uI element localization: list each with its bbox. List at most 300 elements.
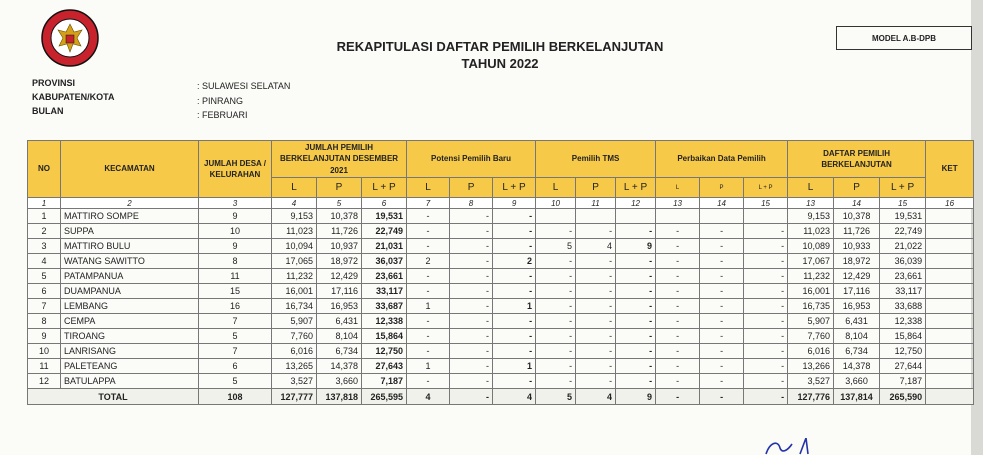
header-kecamatan: KECAMATAN: [61, 141, 199, 198]
cell-dpb-p: 6,431: [834, 314, 880, 329]
cell-pb-l: -: [656, 329, 700, 344]
cell-tms-lp: -: [616, 224, 656, 239]
table-row: [28, 284, 974, 299]
cell-kec: WATANG SAWITTO: [61, 254, 199, 269]
cell-tms-l: 5: [536, 239, 576, 254]
cell-kec: MATTIRO SOMPE: [61, 209, 199, 224]
cell-no: 11: [28, 359, 61, 374]
cell-pb-p: -: [700, 299, 744, 314]
total-pb-p: -: [700, 389, 744, 405]
cell-dpb-lp: 33,688: [880, 299, 926, 314]
cell-dpb-lp: 36,039: [880, 254, 926, 269]
cell-pb-p: [700, 209, 744, 224]
cell-tms-lp: -: [616, 284, 656, 299]
cell-tms-p: 4: [576, 239, 616, 254]
cell-lp: 7,187: [362, 374, 407, 389]
cell-ket: [926, 314, 974, 329]
cell-dpb-lp: 7,187: [880, 374, 926, 389]
cell-pot-p: -: [450, 284, 493, 299]
header-no: NO: [28, 141, 61, 198]
cell-tms-l: -: [536, 269, 576, 284]
cell-tms-lp: 9: [616, 239, 656, 254]
cell-pot-l: 1: [407, 359, 450, 374]
total-pb-l: -: [656, 389, 700, 405]
cell-pb-p: -: [700, 374, 744, 389]
cell-pb-lp: -: [744, 299, 788, 314]
cell-pot-p: -: [450, 359, 493, 374]
table-row: [28, 299, 974, 314]
cell-lp: 19,531: [362, 209, 407, 224]
cell-l: 7,760: [272, 329, 317, 344]
cell-no: 6: [28, 284, 61, 299]
cell-pb-lp: [744, 209, 788, 224]
cell-desa: 5: [199, 374, 272, 389]
subheader-lp: L + P: [493, 178, 536, 198]
table-row: [28, 224, 974, 239]
cell-tms-lp: -: [616, 299, 656, 314]
column-number: 15: [880, 198, 926, 209]
cell-pot-l: -: [407, 344, 450, 359]
cell-kec: PALETEANG: [61, 359, 199, 374]
cell-dpb-lp: 33,117: [880, 284, 926, 299]
cell-lp: 22,749: [362, 224, 407, 239]
cell-desa: 11: [199, 269, 272, 284]
cell-p: 16,953: [317, 299, 362, 314]
cell-no: 10: [28, 344, 61, 359]
total-l: 127,777: [272, 389, 317, 405]
cell-tms-lp: -: [616, 344, 656, 359]
cell-dpb-lp: 19,531: [880, 209, 926, 224]
info-value-bulan: : FEBRUARI: [197, 110, 248, 120]
total-p: 137,818: [317, 389, 362, 405]
cell-tms-p: -: [576, 299, 616, 314]
cell-dpb-lp: 23,661: [880, 269, 926, 284]
cell-tms-p: -: [576, 269, 616, 284]
cell-pot-lp: -: [493, 374, 536, 389]
cell-lp: 23,661: [362, 269, 407, 284]
cell-desa: 16: [199, 299, 272, 314]
total-row: [28, 389, 974, 405]
cell-pot-p: -: [450, 344, 493, 359]
cell-ket: [926, 329, 974, 344]
header-ket: KET: [926, 141, 974, 198]
cell-tms-lp: -: [616, 314, 656, 329]
cell-dpb-l: 11,023: [788, 224, 834, 239]
cell-kec: DUAMPANUA: [61, 284, 199, 299]
cell-ket: [926, 239, 974, 254]
cell-p: 18,972: [317, 254, 362, 269]
cell-pot-p: -: [450, 374, 493, 389]
header-jumlah-pemilih: JUMLAH PEMILIH BERKELANJUTAN DESEMBER 2021: [272, 141, 407, 178]
cell-no: 5: [28, 269, 61, 284]
cell-dpb-l: 3,527: [788, 374, 834, 389]
table-row: [28, 209, 974, 224]
cell-pot-l: -: [407, 209, 450, 224]
cell-pot-lp: -: [493, 314, 536, 329]
cell-kec: BATULAPPA: [61, 374, 199, 389]
cell-pb-p: -: [700, 314, 744, 329]
header-daftar-pemilih: DAFTAR PEMILIH BERKELANJUTAN: [788, 141, 926, 178]
cell-tms-lp: -: [616, 374, 656, 389]
cell-pb-lp: -: [744, 254, 788, 269]
cell-desa: 7: [199, 314, 272, 329]
column-number: 8: [450, 198, 493, 209]
table-row: [28, 239, 974, 254]
column-number: 14: [834, 198, 880, 209]
cell-tms-p: -: [576, 359, 616, 374]
column-number: 16: [926, 198, 974, 209]
cell-kec: LANRISANG: [61, 344, 199, 359]
cell-pb-p: -: [700, 359, 744, 374]
report-title: REKAPITULASI DAFTAR PEMILIH BERKELANJUTAN: [336, 39, 664, 54]
cell-pb-p: -: [700, 254, 744, 269]
cell-tms-p: -: [576, 344, 616, 359]
total-tms-p: 4: [576, 389, 616, 405]
cell-desa: 8: [199, 254, 272, 269]
cell-pot-p: -: [450, 329, 493, 344]
cell-l: 17,065: [272, 254, 317, 269]
info-label-kabupaten: KABUPATEN/KOTA: [32, 92, 115, 102]
cell-no: 12: [28, 374, 61, 389]
total-pot-lp: 4: [493, 389, 536, 405]
cell-p: 17,116: [317, 284, 362, 299]
cell-pb-l: [656, 209, 700, 224]
cell-ket: [926, 224, 974, 239]
cell-ket: [926, 359, 974, 374]
cell-pot-p: -: [450, 314, 493, 329]
cell-no: 4: [28, 254, 61, 269]
cell-p: 10,937: [317, 239, 362, 254]
cell-dpb-l: 13,266: [788, 359, 834, 374]
cell-dpb-lp: 15,864: [880, 329, 926, 344]
subheader-l: L: [656, 178, 700, 198]
column-number: 15: [744, 198, 788, 209]
cell-pot-p: -: [450, 239, 493, 254]
cell-pot-lp: -: [493, 269, 536, 284]
total-dpb-p: 137,814: [834, 389, 880, 405]
subheader-lp: L + P: [616, 178, 656, 198]
cell-tms-p: [576, 209, 616, 224]
info-value-provinsi: : SULAWESI SELATAN: [197, 81, 291, 91]
table-row: [28, 329, 974, 344]
cell-pb-l: -: [656, 269, 700, 284]
cell-pb-lp: -: [744, 269, 788, 284]
table-row: [28, 359, 974, 374]
cell-ket: [926, 269, 974, 284]
cell-tms-l: -: [536, 374, 576, 389]
subheader-p: P: [700, 178, 744, 198]
column-number: 9: [493, 198, 536, 209]
cell-pb-p: -: [700, 239, 744, 254]
cell-pb-l: -: [656, 344, 700, 359]
model-code-box: MODEL A.B-DPB: [836, 26, 972, 50]
cell-dpb-l: 10,089: [788, 239, 834, 254]
cell-no: 3: [28, 239, 61, 254]
column-number: 7: [407, 198, 450, 209]
cell-pot-l: -: [407, 314, 450, 329]
cell-pb-l: -: [656, 239, 700, 254]
subheader-p: P: [317, 178, 362, 198]
subheader-lp: L + P: [880, 178, 926, 198]
cell-lp: 21,031: [362, 239, 407, 254]
cell-dpb-lp: 12,338: [880, 314, 926, 329]
subheader-p: P: [450, 178, 493, 198]
cell-dpb-p: 10,378: [834, 209, 880, 224]
cell-no: 9: [28, 329, 61, 344]
cell-dpb-p: 3,660: [834, 374, 880, 389]
cell-tms-l: -: [536, 359, 576, 374]
cell-pot-p: -: [450, 224, 493, 239]
cell-dpb-lp: 27,644: [880, 359, 926, 374]
cell-pot-l: -: [407, 284, 450, 299]
cell-lp: 27,643: [362, 359, 407, 374]
column-number: 14: [700, 198, 744, 209]
cell-pot-lp: -: [493, 209, 536, 224]
cell-tms-l: -: [536, 284, 576, 299]
cell-ket: [926, 299, 974, 314]
cell-pot-l: -: [407, 239, 450, 254]
cell-ket: [926, 254, 974, 269]
cell-p: 14,378: [317, 359, 362, 374]
cell-pot-lp: 1: [493, 299, 536, 314]
cell-kec: SUPPA: [61, 224, 199, 239]
cell-pot-p: -: [450, 254, 493, 269]
cell-pb-l: -: [656, 359, 700, 374]
info-label-bulan: BULAN: [32, 106, 64, 116]
info-value-kabupaten: : PINRANG: [197, 96, 244, 106]
cell-lp: 12,750: [362, 344, 407, 359]
cell-pot-lp: -: [493, 239, 536, 254]
cell-dpb-l: 17,067: [788, 254, 834, 269]
column-number: 13: [788, 198, 834, 209]
cell-no: 8: [28, 314, 61, 329]
cell-dpb-p: 12,429: [834, 269, 880, 284]
cell-tms-p: -: [576, 314, 616, 329]
cell-ket: [926, 344, 974, 359]
cell-dpb-p: 18,972: [834, 254, 880, 269]
cell-kec: CEMPA: [61, 314, 199, 329]
column-number: 4: [272, 198, 317, 209]
column-number: 6: [362, 198, 407, 209]
subheader-lp: L + P: [362, 178, 407, 198]
cell-dpb-l: 9,153: [788, 209, 834, 224]
cell-tms-lp: -: [616, 329, 656, 344]
column-number: 13: [656, 198, 700, 209]
subheader-p: P: [576, 178, 616, 198]
column-number: 5: [317, 198, 362, 209]
table-row: [28, 254, 974, 269]
column-number: 12: [616, 198, 656, 209]
cell-tms-p: -: [576, 329, 616, 344]
cell-pb-lp: -: [744, 314, 788, 329]
cell-ket: [926, 374, 974, 389]
cell-tms-p: -: [576, 374, 616, 389]
total-tms-lp: 9: [616, 389, 656, 405]
cell-ket: [926, 209, 974, 224]
cell-pot-lp: -: [493, 344, 536, 359]
header-perbaikan-data: Perbaikan Data Pemilih: [656, 141, 788, 178]
column-number: 11: [576, 198, 616, 209]
cell-tms-p: -: [576, 284, 616, 299]
column-number: 3: [199, 198, 272, 209]
total-lp: 265,595: [362, 389, 407, 405]
subheader-l: L: [272, 178, 317, 198]
cell-desa: 9: [199, 209, 272, 224]
cell-p: 11,726: [317, 224, 362, 239]
cell-tms-l: -: [536, 224, 576, 239]
cell-pb-lp: -: [744, 374, 788, 389]
cell-l: 16,734: [272, 299, 317, 314]
cell-tms-l: -: [536, 254, 576, 269]
table-row: [28, 374, 974, 389]
cell-pot-lp: -: [493, 329, 536, 344]
header-potensi-pemilih-baru: Potensi Pemilih Baru: [407, 141, 536, 178]
cell-tms-l: -: [536, 329, 576, 344]
total-desa: 108: [199, 389, 272, 405]
cell-pot-p: -: [450, 269, 493, 284]
header-jumlah-desa: JUMLAH DESA / KELURAHAN: [199, 141, 272, 198]
subheader-p: P: [834, 178, 880, 198]
cell-pb-l: -: [656, 374, 700, 389]
subheader-lp: L + P: [744, 178, 788, 198]
cell-dpb-p: 11,726: [834, 224, 880, 239]
cell-pot-p: -: [450, 209, 493, 224]
cell-pot-l: -: [407, 374, 450, 389]
cell-dpb-l: 16,001: [788, 284, 834, 299]
cell-p: 8,104: [317, 329, 362, 344]
cell-pb-lp: -: [744, 344, 788, 359]
cell-dpb-l: 5,907: [788, 314, 834, 329]
subheader-l: L: [407, 178, 450, 198]
total-label: TOTAL: [28, 389, 199, 405]
cell-dpb-p: 10,933: [834, 239, 880, 254]
cell-pot-lp: -: [493, 284, 536, 299]
cell-pot-p: -: [450, 299, 493, 314]
cell-pot-lp: 2: [493, 254, 536, 269]
cell-desa: 5: [199, 329, 272, 344]
cell-pb-l: -: [656, 224, 700, 239]
cell-tms-l: -: [536, 344, 576, 359]
cell-pot-l: -: [407, 329, 450, 344]
column-number: 1: [28, 198, 61, 209]
cell-l: 10,094: [272, 239, 317, 254]
cell-lp: 15,864: [362, 329, 407, 344]
cell-l: 9,153: [272, 209, 317, 224]
signature-mark: [760, 438, 840, 455]
table-row: [28, 314, 974, 329]
cell-p: 6,431: [317, 314, 362, 329]
cell-tms-lp: -: [616, 359, 656, 374]
cell-dpb-lp: 12,750: [880, 344, 926, 359]
cell-desa: 10: [199, 224, 272, 239]
cell-pot-l: -: [407, 269, 450, 284]
cell-pb-l: -: [656, 299, 700, 314]
cell-desa: 9: [199, 239, 272, 254]
cell-tms-p: -: [576, 224, 616, 239]
table-row: [28, 269, 974, 284]
column-number: 10: [536, 198, 576, 209]
recap-table: [27, 140, 974, 405]
table-row: [28, 344, 974, 359]
cell-pb-l: -: [656, 284, 700, 299]
cell-no: 2: [28, 224, 61, 239]
info-label-provinsi: PROVINSI: [32, 78, 76, 88]
total-dpb-lp: 265,590: [880, 389, 926, 405]
cell-dpb-p: 8,104: [834, 329, 880, 344]
cell-dpb-lp: 22,749: [880, 224, 926, 239]
cell-pb-p: -: [700, 344, 744, 359]
cell-p: 3,660: [317, 374, 362, 389]
cell-desa: 6: [199, 359, 272, 374]
total-ket: [926, 389, 974, 405]
cell-tms-p: -: [576, 254, 616, 269]
cell-dpb-p: 14,378: [834, 359, 880, 374]
cell-pb-l: -: [656, 254, 700, 269]
cell-pb-lp: -: [744, 224, 788, 239]
cell-l: 16,001: [272, 284, 317, 299]
cell-l: 13,265: [272, 359, 317, 374]
column-number: 2: [61, 198, 199, 209]
cell-pb-lp: -: [744, 329, 788, 344]
cell-desa: 7: [199, 344, 272, 359]
cell-no: 7: [28, 299, 61, 314]
cell-dpb-p: 16,953: [834, 299, 880, 314]
cell-desa: 15: [199, 284, 272, 299]
subheader-l: L: [788, 178, 834, 198]
cell-tms-l: -: [536, 299, 576, 314]
cell-dpb-l: 16,735: [788, 299, 834, 314]
cell-lp: 33,117: [362, 284, 407, 299]
cell-dpb-p: 6,734: [834, 344, 880, 359]
cell-l: 11,232: [272, 269, 317, 284]
cell-no: 1: [28, 209, 61, 224]
cell-kec: MATTIRO BULU: [61, 239, 199, 254]
cell-p: 6,734: [317, 344, 362, 359]
cell-pb-l: -: [656, 314, 700, 329]
kpu-logo: [40, 8, 100, 68]
total-pot-p: -: [450, 389, 493, 405]
cell-ket: [926, 284, 974, 299]
cell-tms-l: -: [536, 314, 576, 329]
cell-kec: LEMBANG: [61, 299, 199, 314]
cell-pb-p: -: [700, 224, 744, 239]
cell-pot-lp: 1: [493, 359, 536, 374]
cell-tms-l: [536, 209, 576, 224]
cell-pot-l: -: [407, 224, 450, 239]
cell-l: 5,907: [272, 314, 317, 329]
cell-p: 12,429: [317, 269, 362, 284]
cell-pb-lp: -: [744, 284, 788, 299]
cell-l: 11,023: [272, 224, 317, 239]
cell-pot-lp: -: [493, 224, 536, 239]
cell-tms-lp: -: [616, 254, 656, 269]
cell-kec: PATAMPANUA: [61, 269, 199, 284]
cell-lp: 36,037: [362, 254, 407, 269]
cell-pb-p: -: [700, 284, 744, 299]
cell-dpb-l: 7,760: [788, 329, 834, 344]
total-tms-l: 5: [536, 389, 576, 405]
cell-p: 10,378: [317, 209, 362, 224]
cell-tms-lp: [616, 209, 656, 224]
cell-dpb-l: 11,232: [788, 269, 834, 284]
cell-dpb-l: 6,016: [788, 344, 834, 359]
cell-l: 6,016: [272, 344, 317, 359]
cell-dpb-p: 17,116: [834, 284, 880, 299]
report-year: TAHUN 2022: [461, 56, 539, 71]
cell-tms-lp: -: [616, 269, 656, 284]
cell-pb-p: -: [700, 329, 744, 344]
total-pb-lp: -: [744, 389, 788, 405]
